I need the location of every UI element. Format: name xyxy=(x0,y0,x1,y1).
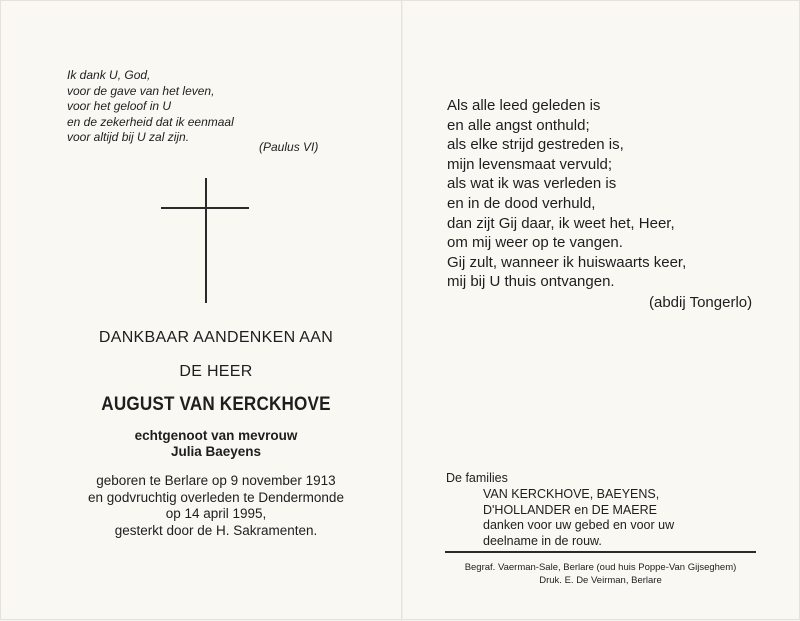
poem-line: mij bij U thuis ontvangen. xyxy=(447,273,615,291)
right-poem xyxy=(447,96,686,292)
families-thanks xyxy=(483,487,674,549)
birth-line: geboren te Berlare op 9 november 1913 xyxy=(96,473,336,488)
spouse-line: echtgenoot van mevrouw xyxy=(134,428,298,443)
families-line: VAN KERCKHOVE, BAEYENS, xyxy=(483,487,660,501)
life-details xyxy=(51,473,381,539)
undertaker-line: Begraf. Vaerman-Sale, Berlare (oud huis Poppe-Van Gijseghem) xyxy=(464,562,737,573)
left-poem xyxy=(67,68,234,146)
right-poem-attribution: (abdij Tongerlo) xyxy=(649,294,753,311)
poem-line: Ik dank U, God, xyxy=(67,68,151,82)
poem-line: voor het geloof in U xyxy=(67,99,172,114)
sacraments-line: gesterkt door de H. Sakramenten. xyxy=(114,522,318,538)
poem-line: en de zekerheid dat ik eenmaal xyxy=(67,114,234,129)
memorial-heading: DANKBAAR AANDENKEN AAN xyxy=(98,329,334,346)
death-line: en godvruchtig overleden te Dendermonde xyxy=(88,489,344,505)
families-line: deelname in de rouw. xyxy=(483,533,602,548)
poem-line: voor de gave van het leven, xyxy=(67,83,215,98)
death-date-line: op 14 april 1995, xyxy=(165,506,267,521)
deceased-name: AUGUST VAN KERCKHOVE xyxy=(101,394,331,415)
poem-line: en alle angst onthuld; xyxy=(447,116,590,134)
poem-line: als elke strijd gestreden is, xyxy=(447,136,624,154)
honorific: DE HEER xyxy=(179,363,253,380)
poem-line: Als alle leed geleden is xyxy=(447,97,601,114)
poem-line: voor altijd bij U zal zijn. xyxy=(67,130,190,145)
poem-line: mijn levensmaat vervuld; xyxy=(447,155,613,173)
poem-line: als wat ik was verleden is xyxy=(447,175,617,193)
spouse-name: Julia Baeyens xyxy=(170,444,262,459)
families-line: D'HOLLANDER en DE MAERE xyxy=(483,502,657,517)
poem-line: Gij zult, wanneer ik huiswaarts keer, xyxy=(447,253,687,271)
spouse-info xyxy=(51,428,381,460)
printer-line: Druk. E. De Veirman, Berlare xyxy=(539,575,662,586)
poem-line: om mij weer op te vangen. xyxy=(447,234,623,252)
poem-line: dan zijt Gij daar, ik weet het, Heer, xyxy=(447,214,675,232)
divider-rule xyxy=(445,551,756,553)
left-poem-attribution: (Paulus VI) xyxy=(259,140,319,154)
families-label: De families xyxy=(446,471,508,485)
families-line: danken voor uw gebed en voor uw xyxy=(483,518,675,532)
printer-credits xyxy=(445,561,756,587)
card-fold xyxy=(401,1,403,621)
poem-line: en in de dood verhuld, xyxy=(447,194,596,212)
